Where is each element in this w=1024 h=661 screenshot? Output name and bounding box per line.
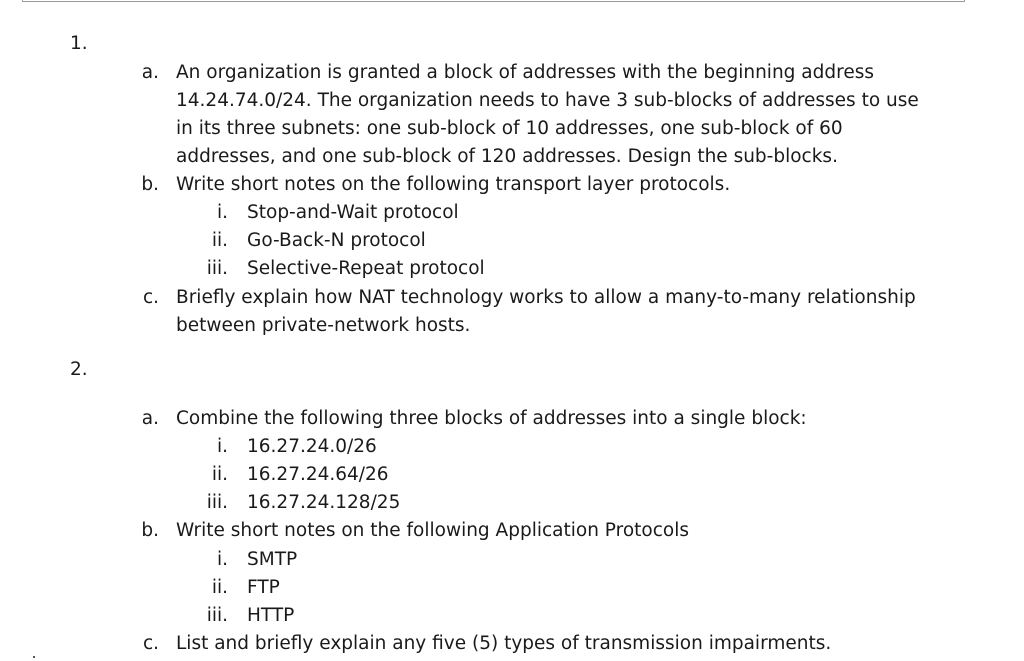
top-border — [22, 0, 965, 2]
q2-part-a-item-2-marker: ii. — [211, 464, 228, 485]
q1-part-c-marker: c. — [142, 287, 159, 308]
q1-part-a-marker: a. — [141, 62, 159, 83]
q2-part-a-item-3-marker: iii. — [206, 492, 228, 513]
q2-part-b-item-1-marker: i. — [216, 549, 228, 570]
question-1-number: 1. — [70, 33, 88, 54]
q2-part-b-item-2-marker: ii. — [211, 577, 228, 598]
q1-part-a-line-3: in its three subnets: one sub-block of 10 addresses, one sub-block of 60 — [176, 118, 843, 139]
q2-part-b-item-2-text: FTP — [247, 577, 280, 598]
q2-part-a-item-1-marker: i. — [216, 436, 228, 457]
q2-part-b-marker: b. — [141, 520, 159, 541]
q2-part-b-item-3-marker: iii. — [206, 605, 228, 626]
q1-part-b-item-1-marker: i. — [216, 202, 228, 223]
q2-part-a-marker: a. — [141, 408, 159, 429]
q1-part-b-item-2-text: Go-Back-N protocol — [247, 230, 426, 251]
q2-part-a-item-1-text: 16.27.24.0/26 — [247, 436, 377, 457]
q2-part-c-line-1: List and briefly explain any five (5) types of transmission impairments. — [176, 633, 832, 654]
q1-part-b-item-3-marker: iii. — [206, 258, 228, 279]
q1-part-b-item-1-text: Stop-and-Wait protocol — [247, 202, 459, 223]
q1-part-b-item-2-marker: ii. — [211, 230, 228, 251]
q2-part-b-line-1: Write short notes on the following Application Protocols — [176, 520, 689, 541]
q1-part-a-line-4: addresses, and one sub-block of 120 addresses. Design the sub-blocks. — [176, 146, 838, 167]
stray-dot — [33, 656, 35, 658]
q1-part-b-item-3-text: Selective-Repeat protocol — [247, 258, 485, 279]
q2-part-a-line-1: Combine the following three blocks of addresses into a single block: — [176, 408, 807, 429]
q1-part-c-line-1: Briefly explain how NAT technology works to allow a many-to-many relationship — [176, 287, 916, 308]
q1-part-b-marker: b. — [141, 174, 159, 195]
q1-part-c-line-2: between private-network hosts. — [176, 315, 471, 336]
question-2-number: 2. — [70, 359, 88, 380]
q1-part-a-line-1: An organization is granted a block of addresses with the beginning address — [176, 62, 874, 83]
q1-part-b-line-1: Write short notes on the following transport layer protocols. — [176, 174, 731, 195]
q2-part-b-item-1-text: SMTP — [247, 549, 298, 570]
q2-part-a-item-2-text: 16.27.24.64/26 — [247, 464, 389, 485]
q2-part-c-marker: c. — [142, 633, 159, 654]
q2-part-a-item-3-text: 16.27.24.128/25 — [247, 492, 401, 513]
q2-part-b-item-3-text: HTTP — [247, 605, 295, 626]
q1-part-a-line-2: 14.24.74.0/24. The organization needs to have 3 sub-blocks of addresses to use — [176, 90, 919, 111]
